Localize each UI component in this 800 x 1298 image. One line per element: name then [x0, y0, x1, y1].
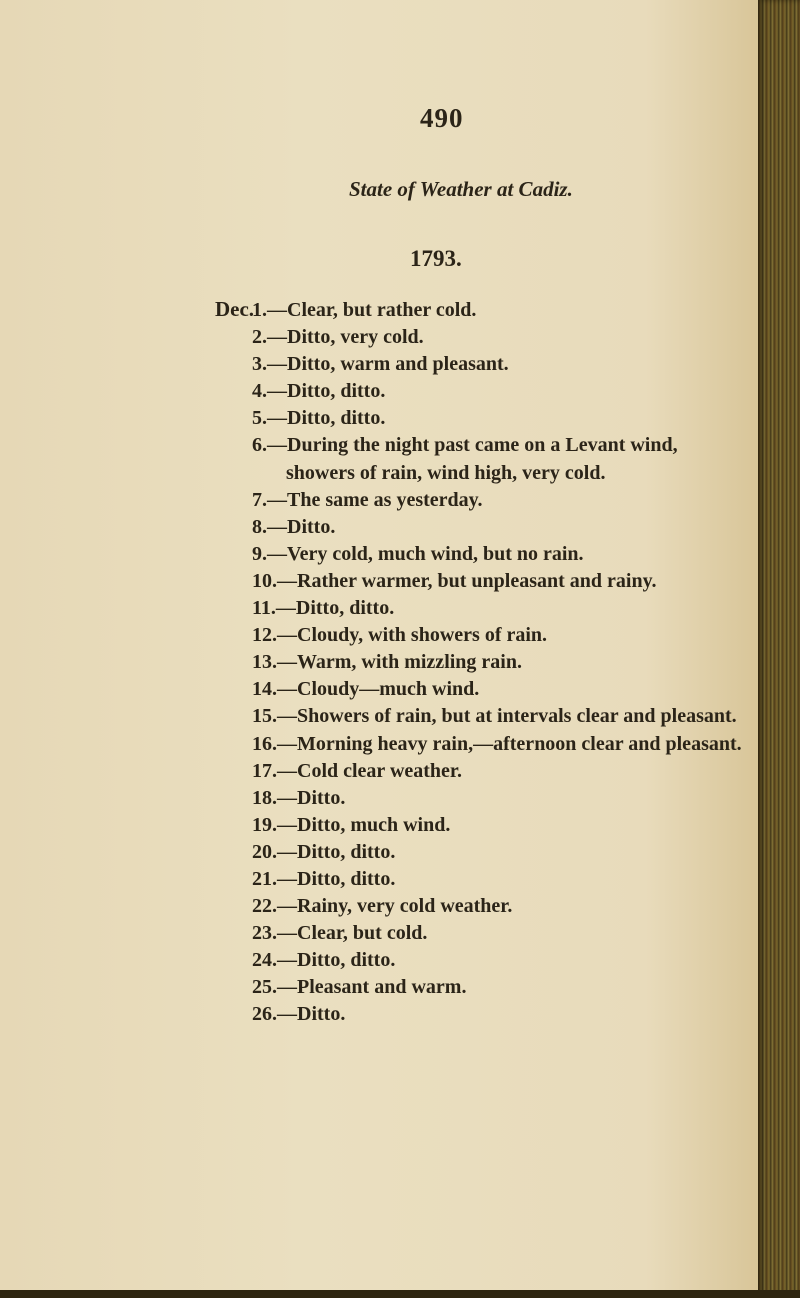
list-item: 21.—Ditto, ditto.: [252, 867, 396, 890]
list-item: 23.—Clear, but cold.: [252, 922, 428, 945]
list-item: 18.—Ditto.: [252, 786, 346, 809]
list-item: 10.—Rather warmer, but unpleasant and rainy.: [252, 569, 657, 592]
list-item: 2.—Ditto, very cold.: [252, 326, 424, 349]
book-page-edges: [758, 0, 800, 1298]
page-title: State of Weather at Cadiz.: [349, 177, 573, 201]
list-item: 24.—Ditto, ditto.: [252, 949, 396, 972]
list-item: 7.—The same as yesterday.: [252, 488, 483, 511]
page-number: 490: [420, 103, 464, 133]
list-item: 12.—Cloudy, with showers of rain.: [252, 624, 548, 647]
month-label: Dec.: [215, 297, 255, 321]
list-item: 14.—Cloudy—much wind.: [252, 678, 480, 701]
list-item: 8.—Ditto.: [252, 515, 336, 538]
list-item: 17.—Cold clear weather.: [252, 759, 462, 782]
list-item-continuation: showers of rain, wind high, very cold.: [286, 461, 606, 484]
list-item: 11.—Ditto, ditto.: [252, 597, 395, 620]
list-item: 15.—Showers of rain, but at intervals clear and pleasant.: [252, 705, 737, 728]
list-item: 22.—Rainy, very cold weather.: [252, 895, 513, 918]
list-item: 19.—Ditto, much wind.: [252, 813, 451, 836]
list-item: 20.—Ditto, ditto.: [252, 840, 396, 863]
list-item: 16.—Morning heavy rain,—afternoon clear and pleasant.: [252, 732, 742, 755]
list-item: 9.—Very cold, much wind, but no rain.: [252, 542, 584, 565]
year-heading: 1793.: [410, 246, 462, 271]
list-item: 13.—Warm, with mizzling rain.: [252, 651, 522, 674]
list-item: 6.—During the night past came on a Levant wind, showers of rain, wind high, very cold.: [252, 432, 752, 486]
list-item: 4.—Ditto, ditto.: [252, 380, 386, 403]
list-item: 5.—Ditto, ditto.: [252, 407, 386, 430]
list-item: 26.—Ditto.: [252, 1003, 346, 1026]
book-bottom-edge: [0, 1290, 800, 1298]
list-item: 1.—Clear, but rather cold.: [252, 299, 477, 321]
list-item: 3.—Ditto, warm and pleasant.: [252, 353, 509, 376]
list-item: 25.—Pleasant and warm.: [252, 976, 467, 999]
weather-entries-list: [252, 297, 752, 1029]
